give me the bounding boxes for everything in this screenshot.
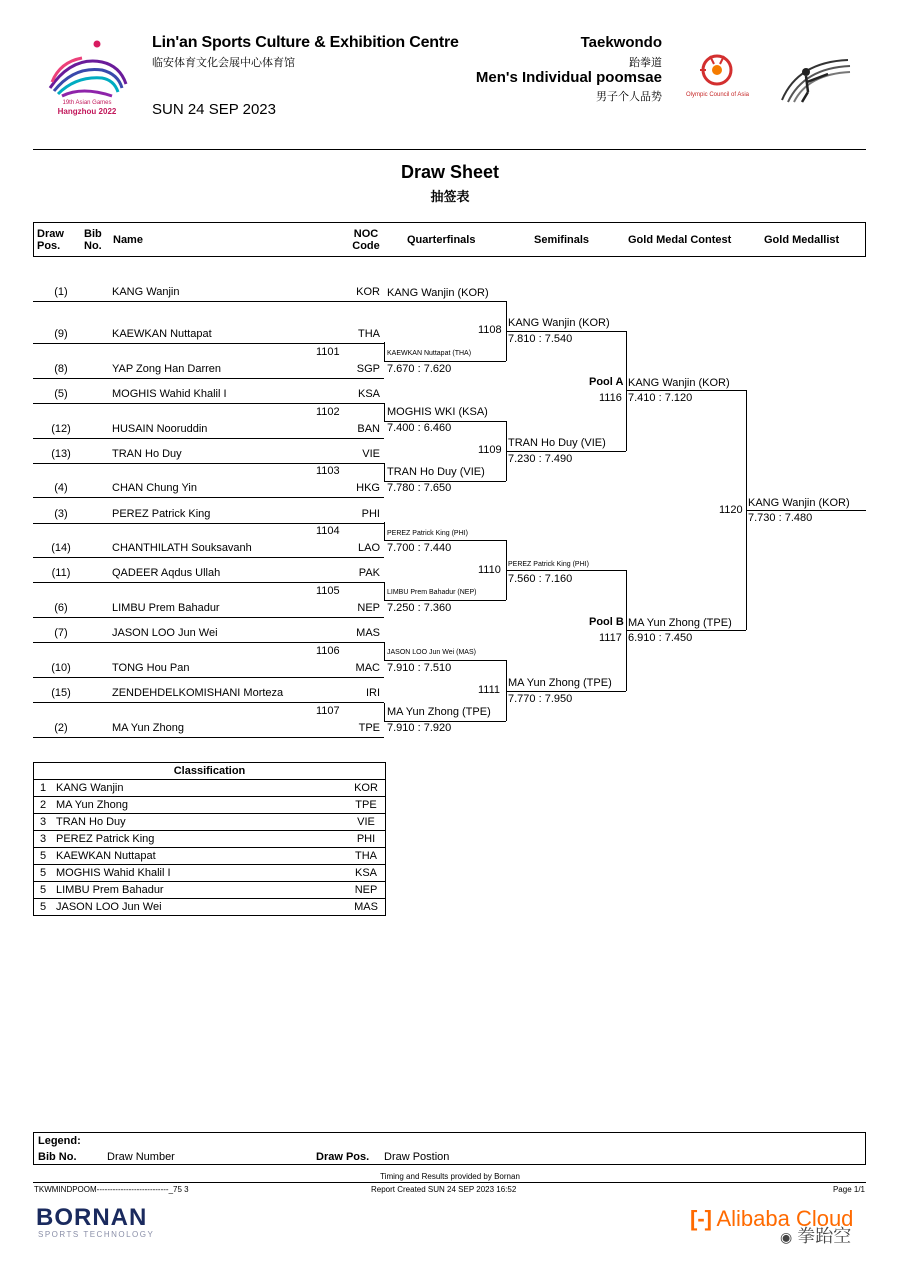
draw-line — [33, 523, 384, 524]
qf-winner: PEREZ Patrick King (PHI) — [508, 561, 589, 568]
noc-code: VIE — [362, 448, 380, 460]
noc-code: MAS — [356, 627, 380, 639]
draw-pos: (7) — [54, 627, 68, 639]
match-number: 1110 — [478, 564, 501, 576]
bracket-line — [384, 660, 506, 661]
match-number: 1116 — [599, 392, 622, 404]
bracket-line — [384, 540, 506, 541]
athlete-name: TRAN Ho Duy — [112, 448, 182, 460]
taekwondo-kick-icon — [778, 52, 854, 104]
rank: 5 — [34, 848, 53, 865]
games-logo-line2: Hangzhou 2022 — [57, 107, 117, 116]
report-created: Report Created SUN 24 SEP 2023 16:52 — [371, 1185, 517, 1194]
match-number: 1105 — [316, 585, 340, 597]
qf-winner: TRAN Ho Duy (VIE) — [508, 437, 606, 449]
draw-line — [33, 702, 384, 703]
r1-winner: JASON LOO Jun Wei (MAS) — [387, 649, 476, 656]
athlete-name: KAEWKAN Nuttapat — [52, 848, 347, 865]
page-title-cn: 抽签表 — [430, 189, 470, 204]
sf-score: 6.910 : 7.450 — [628, 632, 693, 644]
classification-title: Classification — [34, 763, 386, 780]
draw-line — [33, 582, 384, 583]
noc-code: THA — [347, 848, 386, 865]
athlete-name: KANG Wanjin — [112, 286, 180, 298]
match-number: 1103 — [316, 465, 340, 477]
bracket-line — [384, 301, 506, 302]
athlete-name: ZENDEHDELKOMISHANI Morteza — [112, 687, 284, 699]
r1-winner: MA Yun Zhong (TPE) — [387, 706, 491, 718]
match-number: 1120 — [719, 504, 743, 516]
bornan-logo-sub: SPORTS TECHNOLOGY — [38, 1230, 155, 1239]
noc-code: PHI — [347, 831, 386, 848]
taekwondo-pictogram — [778, 52, 854, 104]
footer-divider — [33, 1182, 866, 1183]
noc-code: NEP — [347, 882, 386, 899]
athlete-name: LIMBU Prem Bahadur — [52, 882, 347, 899]
bracket-line — [384, 703, 385, 721]
bracket-line — [506, 570, 626, 571]
athlete-name: JASON LOO Jun Wei — [52, 899, 347, 916]
r1-score: 7.670 : 7.620 — [387, 363, 452, 375]
athlete-name: KANG Wanjin — [52, 780, 347, 797]
report-code: TKWMINDPOOM---------------------------_75 3 — [34, 1185, 189, 1194]
noc-code: MAC — [355, 662, 380, 674]
rank: 3 — [34, 831, 53, 848]
sf-winner: MA Yun Zhong (TPE) — [628, 617, 732, 629]
rank: 5 — [34, 899, 53, 916]
draw-pos: (3) — [54, 508, 68, 520]
noc-code: THA — [358, 328, 380, 340]
noc-code: IRI — [365, 687, 380, 699]
athlete-name: KAEWKAN Nuttapat — [112, 328, 212, 340]
col-draw-pos: Draw Pos. — [37, 228, 64, 252]
venue-name-cn: 临安体育文化会展中心体育馆 — [152, 57, 295, 69]
draw-line — [33, 463, 384, 464]
games-logo-line1: 19th Asian Games — [62, 100, 112, 106]
athlete-name: CHANTHILATH Souksavanh — [112, 542, 252, 554]
draw-line — [33, 301, 384, 302]
athlete-name: TRAN Ho Duy — [52, 814, 347, 831]
athlete-name: PEREZ Patrick King — [52, 831, 347, 848]
bracket-line — [384, 642, 385, 660]
draw-pos: (10) — [51, 662, 71, 674]
draw-line — [33, 343, 384, 344]
bracket-line — [384, 421, 506, 422]
draw-pos: (12) — [51, 423, 71, 435]
bracket-line — [506, 331, 626, 332]
r1-winner: LIMBU Prem Bahadur (NEP) — [387, 589, 477, 596]
rank: 1 — [34, 780, 53, 797]
match-number: 1106 — [316, 645, 340, 657]
match-number: 1104 — [316, 525, 340, 537]
bracket-line — [626, 331, 627, 451]
col-gold-medallist: Gold Medallist — [764, 234, 840, 246]
noc-code: NEP — [357, 602, 380, 614]
bracket-line — [384, 403, 385, 421]
draw-line — [33, 403, 384, 404]
col-noc-code: NOC Code — [352, 228, 380, 252]
header-divider — [33, 149, 866, 150]
bracket-line — [384, 463, 385, 481]
athlete-name: PEREZ Patrick King — [112, 508, 211, 520]
athlete-name: QADEER Aqdus Ullah — [112, 567, 221, 579]
bracket-line — [506, 691, 626, 692]
noc-code: HKG — [356, 482, 380, 494]
r1-winner: KAEWKAN Nuttapat (THA) — [387, 350, 472, 357]
col-gold-medal-contest: Gold Medal Contest — [628, 234, 732, 246]
athlete-name: MA Yun Zhong — [52, 797, 347, 814]
noc-code: SGP — [356, 363, 380, 375]
venue-name: Lin'an Sports Culture & Exhibition Centre — [152, 34, 459, 51]
legend-key-bib: Bib No. — [38, 1151, 77, 1163]
r1-winner: TRAN Ho Duy (VIE) — [387, 466, 485, 478]
qf-score: 7.230 : 7.490 — [508, 453, 573, 465]
alibaba-cloud-icon: [-] — [690, 1206, 712, 1231]
bracket-line — [384, 582, 385, 600]
r1-score: 7.250 : 7.360 — [387, 602, 452, 614]
classification-row — [34, 865, 386, 882]
legend-title: Legend: — [38, 1135, 81, 1147]
draw-pos: (11) — [51, 567, 71, 579]
draw-pos: (14) — [51, 542, 71, 554]
bye-winner: KANG Wanjin (KOR) — [387, 287, 489, 299]
classification-table — [33, 762, 386, 916]
col-quarterfinals: Quarterfinals — [407, 234, 476, 246]
r1-score: 7.400 : 6.460 — [387, 422, 452, 434]
bracket-line — [626, 390, 746, 391]
sf-winner: KANG Wanjin (KOR) — [628, 377, 730, 389]
draw-pos: (9) — [54, 328, 68, 340]
match-number: 1117 — [599, 632, 622, 644]
athlete-name: MOGHIS Wahid Khalil I — [52, 865, 347, 882]
draw-line — [33, 737, 384, 738]
match-number: 1102 — [316, 406, 340, 418]
draw-pos: (8) — [54, 363, 68, 375]
athlete-name: YAP Zong Han Darren — [112, 363, 222, 375]
noc-code: TPE — [347, 797, 386, 814]
oca-logo — [670, 50, 765, 105]
classification-row — [34, 797, 386, 814]
match-number: 1109 — [478, 444, 502, 456]
athlete-name: TONG Hou Pan — [112, 662, 190, 674]
draw-line — [33, 497, 384, 498]
classification-row — [34, 848, 386, 865]
match-number: 1108 — [478, 324, 502, 336]
rank: 5 — [34, 882, 53, 899]
legend-key-pos: Draw Pos. — [316, 1151, 370, 1163]
draw-line — [33, 378, 384, 379]
r1-score: 7.700 : 7.440 — [387, 542, 452, 554]
bracket-line — [384, 721, 506, 722]
final-score: 7.730 : 7.480 — [748, 512, 813, 524]
noc-code: KOR — [347, 780, 386, 797]
qf-score: 7.560 : 7.160 — [508, 573, 573, 585]
athlete-name: JASON LOO Jun Wei — [112, 627, 218, 639]
bracket-line — [384, 481, 506, 482]
draw-line — [33, 617, 384, 618]
noc-code: VIE — [347, 814, 386, 831]
bracket-line — [384, 361, 506, 362]
r1-winner: PEREZ Patrick King (PHI) — [387, 530, 468, 537]
timing-provider: Timing and Results provided by Bornan — [380, 1172, 520, 1181]
watermark-text: 拳跆空 — [797, 1226, 852, 1246]
legend-value-pos: Draw Postion — [384, 1151, 450, 1163]
hangzhou-emblem-icon — [42, 36, 132, 106]
wechat-icon: ◉ — [780, 1229, 793, 1245]
athlete-name: CHAN Chung Yin — [112, 482, 197, 494]
classification-row — [34, 899, 386, 916]
page-title: Draw Sheet — [400, 162, 500, 182]
alibaba-cloud-text: Alibaba Cloud — [716, 1206, 854, 1231]
athlete-name: MOGHIS Wahid Khalil I — [112, 388, 227, 400]
draw-pos: (4) — [54, 482, 68, 494]
match-number: 1107 — [316, 705, 340, 717]
bornan-logo: BORNAN — [36, 1204, 148, 1231]
noc-code: KSA — [347, 865, 386, 882]
qf-winner: KANG Wanjin (KOR) — [508, 317, 610, 329]
classification-row — [34, 831, 386, 848]
draw-line — [33, 438, 384, 439]
bracket-line — [746, 510, 866, 511]
event-name-cn: 男子个人品势 — [596, 91, 662, 103]
bracket-line — [506, 451, 626, 452]
page-number: Page 1/1 — [832, 1185, 865, 1194]
legend-box — [33, 1132, 866, 1165]
draw-line — [33, 557, 384, 558]
oca-logo-text: Olympic Council of Asia — [685, 92, 750, 98]
bracket-line — [384, 600, 506, 601]
rank: 2 — [34, 797, 53, 814]
col-semifinals: Semifinals — [534, 234, 590, 246]
match-number: 1111 — [478, 684, 501, 696]
r1-score: 7.910 : 7.920 — [387, 722, 452, 734]
r1-score: 7.780 : 7.650 — [387, 482, 452, 494]
pool-label: Pool B — [589, 616, 624, 628]
column-header — [33, 222, 866, 257]
noc-code: KOR — [356, 286, 380, 298]
draw-pos: (5) — [54, 388, 68, 400]
noc-code: BAN — [357, 423, 380, 435]
draw-line — [33, 642, 384, 643]
bracket-line — [626, 630, 746, 631]
gold-medallist: KANG Wanjin (KOR) — [748, 497, 850, 509]
watermark — [780, 1222, 851, 1248]
noc-code: KSA — [357, 388, 380, 400]
classification-row — [34, 882, 386, 899]
event-date: SUN 24 SEP 2023 — [152, 101, 276, 118]
legend-value-bib: Draw Number — [107, 1151, 175, 1163]
classification-row — [34, 814, 386, 831]
noc-code: MAS — [347, 899, 386, 916]
bracket-line — [384, 342, 385, 361]
bracket-line — [384, 522, 385, 540]
draw-pos: (13) — [51, 448, 71, 460]
oca-sun-icon — [670, 50, 765, 92]
draw-pos: (6) — [54, 602, 68, 614]
noc-code: PHI — [361, 508, 380, 520]
draw-pos: (1) — [54, 286, 68, 298]
qf-score: 7.810 : 7.540 — [508, 333, 573, 345]
rank: 3 — [34, 814, 53, 831]
pool-label: Pool A — [589, 376, 624, 388]
sport-name: Taekwondo — [580, 34, 662, 51]
draw-pos: (2) — [54, 722, 68, 734]
athlete-name: MA Yun Zhong — [112, 722, 184, 734]
noc-code: PAK — [358, 567, 380, 579]
classification-row — [34, 780, 386, 797]
athlete-name: HUSAIN Nooruddin — [112, 423, 208, 435]
draw-line — [33, 677, 384, 678]
noc-code: TPE — [358, 722, 380, 734]
noc-code: LAO — [357, 542, 380, 554]
match-number: 1101 — [316, 346, 340, 358]
sf-score: 7.410 : 7.120 — [628, 392, 693, 404]
draw-pos: (15) — [51, 687, 71, 699]
qf-winner: MA Yun Zhong (TPE) — [508, 677, 612, 689]
qf-score: 7.770 : 7.950 — [508, 693, 573, 705]
hangzhou-games-logo — [42, 36, 132, 121]
event-name: Men's Individual poomsae — [475, 69, 662, 86]
sport-name-cn: 跆拳道 — [629, 57, 662, 69]
col-bib-no: Bib No. — [84, 228, 102, 252]
rank: 5 — [34, 865, 53, 882]
r1-score: 7.910 : 7.510 — [387, 662, 452, 674]
athlete-name: LIMBU Prem Bahadur — [112, 602, 220, 614]
col-name: Name — [113, 234, 143, 246]
r1-winner: MOGHIS WKI (KSA) — [387, 406, 488, 418]
